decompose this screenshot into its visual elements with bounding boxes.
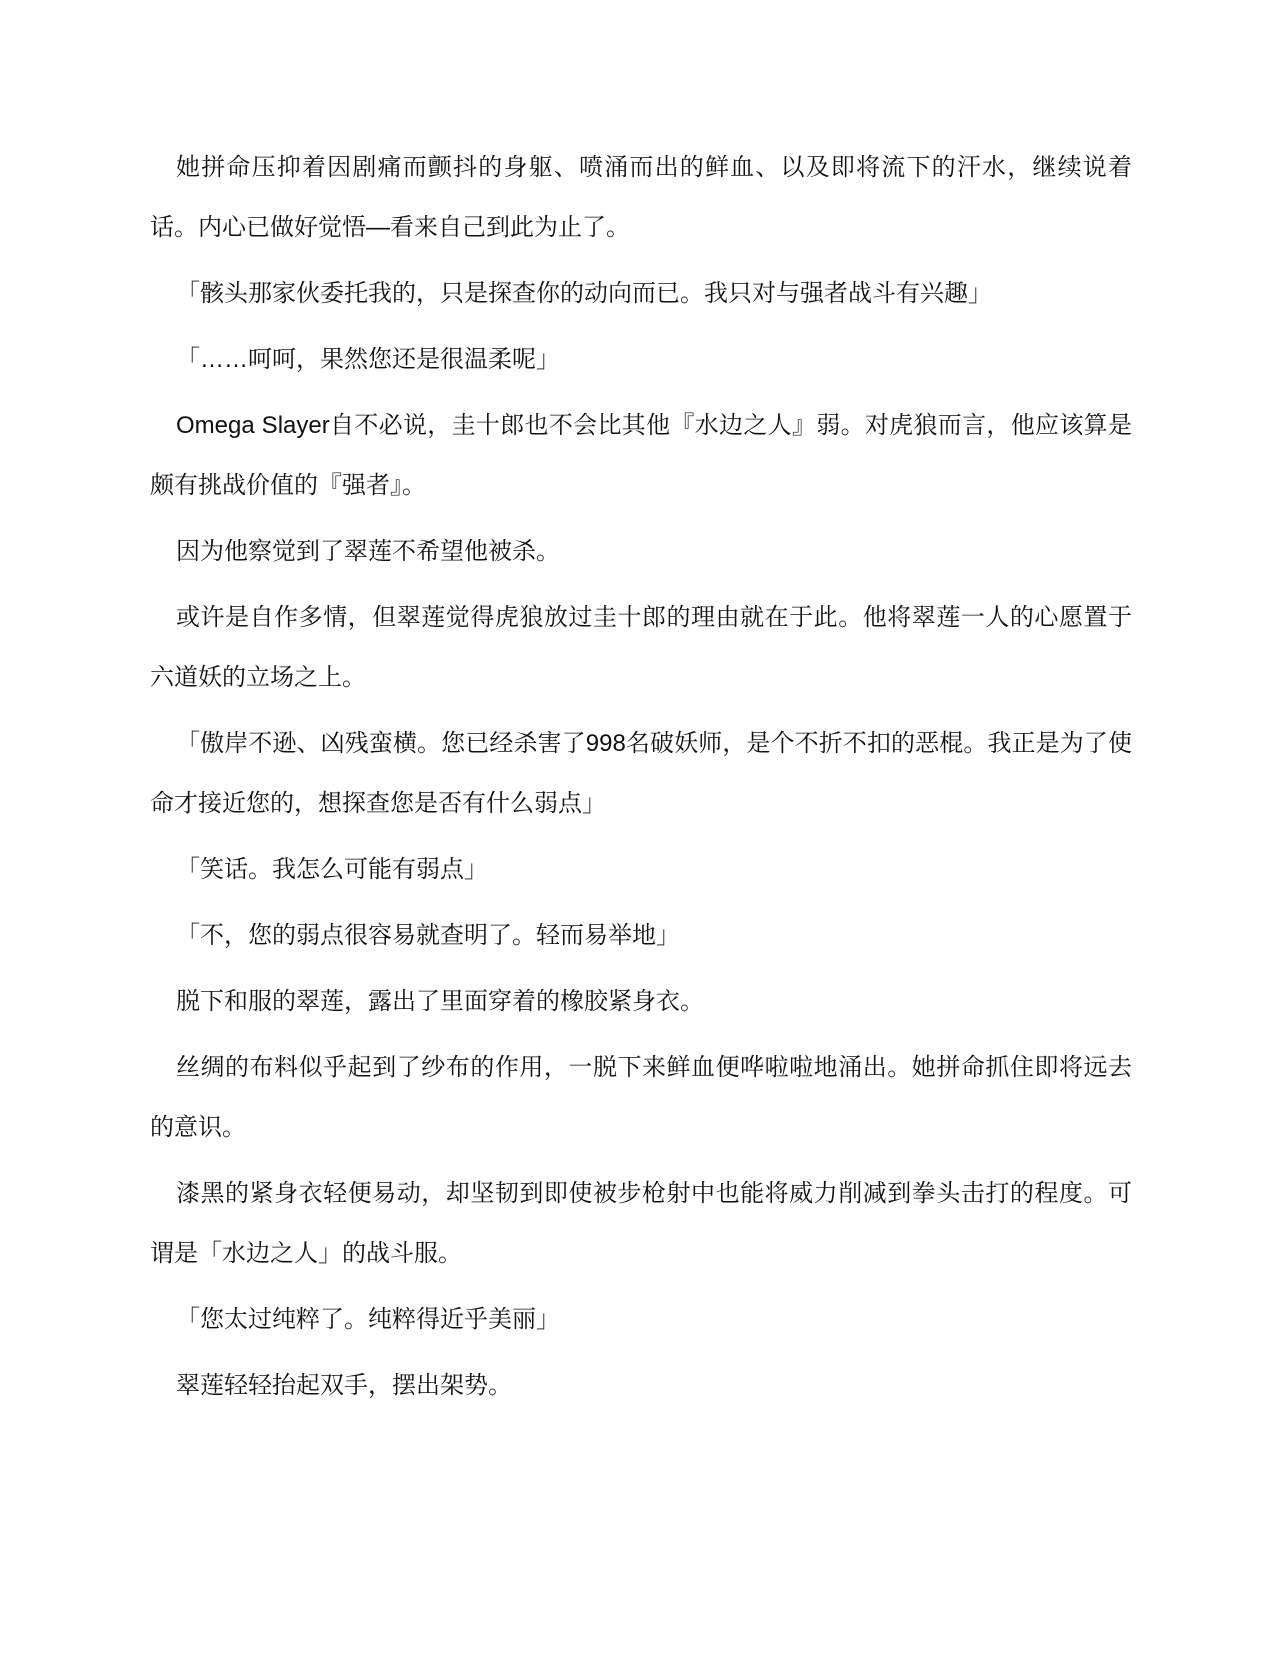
paragraph: Omega Slayer自不必说，圭十郎也不会比其他『水边之人』弱。对虎狼而言，他应该算是颇有挑战价值的『强者』。 — [150, 412, 1132, 499]
paragraph: 「笑话。我怎么可能有弱点」 — [176, 856, 488, 883]
paragraph: 「不，您的弱点很容易就查明了。轻而易举地」 — [176, 922, 680, 949]
paragraph: 「骸头那家伙委托我的，只是探查你的动向而已。我只对与强者战斗有兴趣」 — [176, 280, 992, 307]
paragraph: 或许是自作多情，但翠莲觉得虎狼放过圭十郎的理由就在于此。他将翠莲一人的心愿置于六道妖的立场之上。 — [150, 604, 1132, 691]
paragraph: 因为他察觉到了翠莲不希望他被杀。 — [176, 538, 560, 565]
paragraph: 她拼命压抑着因剧痛而颤抖的身躯、喷涌而出的鲜血、以及即将流下的汗水，继续说着话。内心已做好觉悟—看来自己到此为止了。 — [150, 154, 1132, 241]
paragraph: 翠莲轻轻抬起双手，摆出架势。 — [176, 1372, 512, 1399]
paragraph: 「……呵呵，果然您还是很温柔呢」 — [176, 346, 560, 373]
text-body — [150, 138, 1132, 1416]
paragraph: 「傲岸不逊、凶残蛮横。您已经杀害了998名破妖师，是个不折不扣的恶棍。我正是为了使命才接近您的，想探查您是否有什么弱点」 — [150, 730, 1132, 817]
paragraph: 「您太过纯粹了。纯粹得近乎美丽」 — [176, 1306, 560, 1333]
paragraph: 丝绸的布料似乎起到了纱布的作用，一脱下来鲜血便哗啦啦地涌出。她拼命抓住即将远去的意识。 — [150, 1054, 1132, 1141]
paragraph: 漆黑的紧身衣轻便易动，却坚韧到即使被步枪射中也能将威力削减到拳头击打的程度。可谓是「水边之人」的战斗服。 — [150, 1180, 1132, 1267]
paragraph: 脱下和服的翠莲，露出了里面穿着的橡胶紧身衣。 — [176, 988, 704, 1015]
